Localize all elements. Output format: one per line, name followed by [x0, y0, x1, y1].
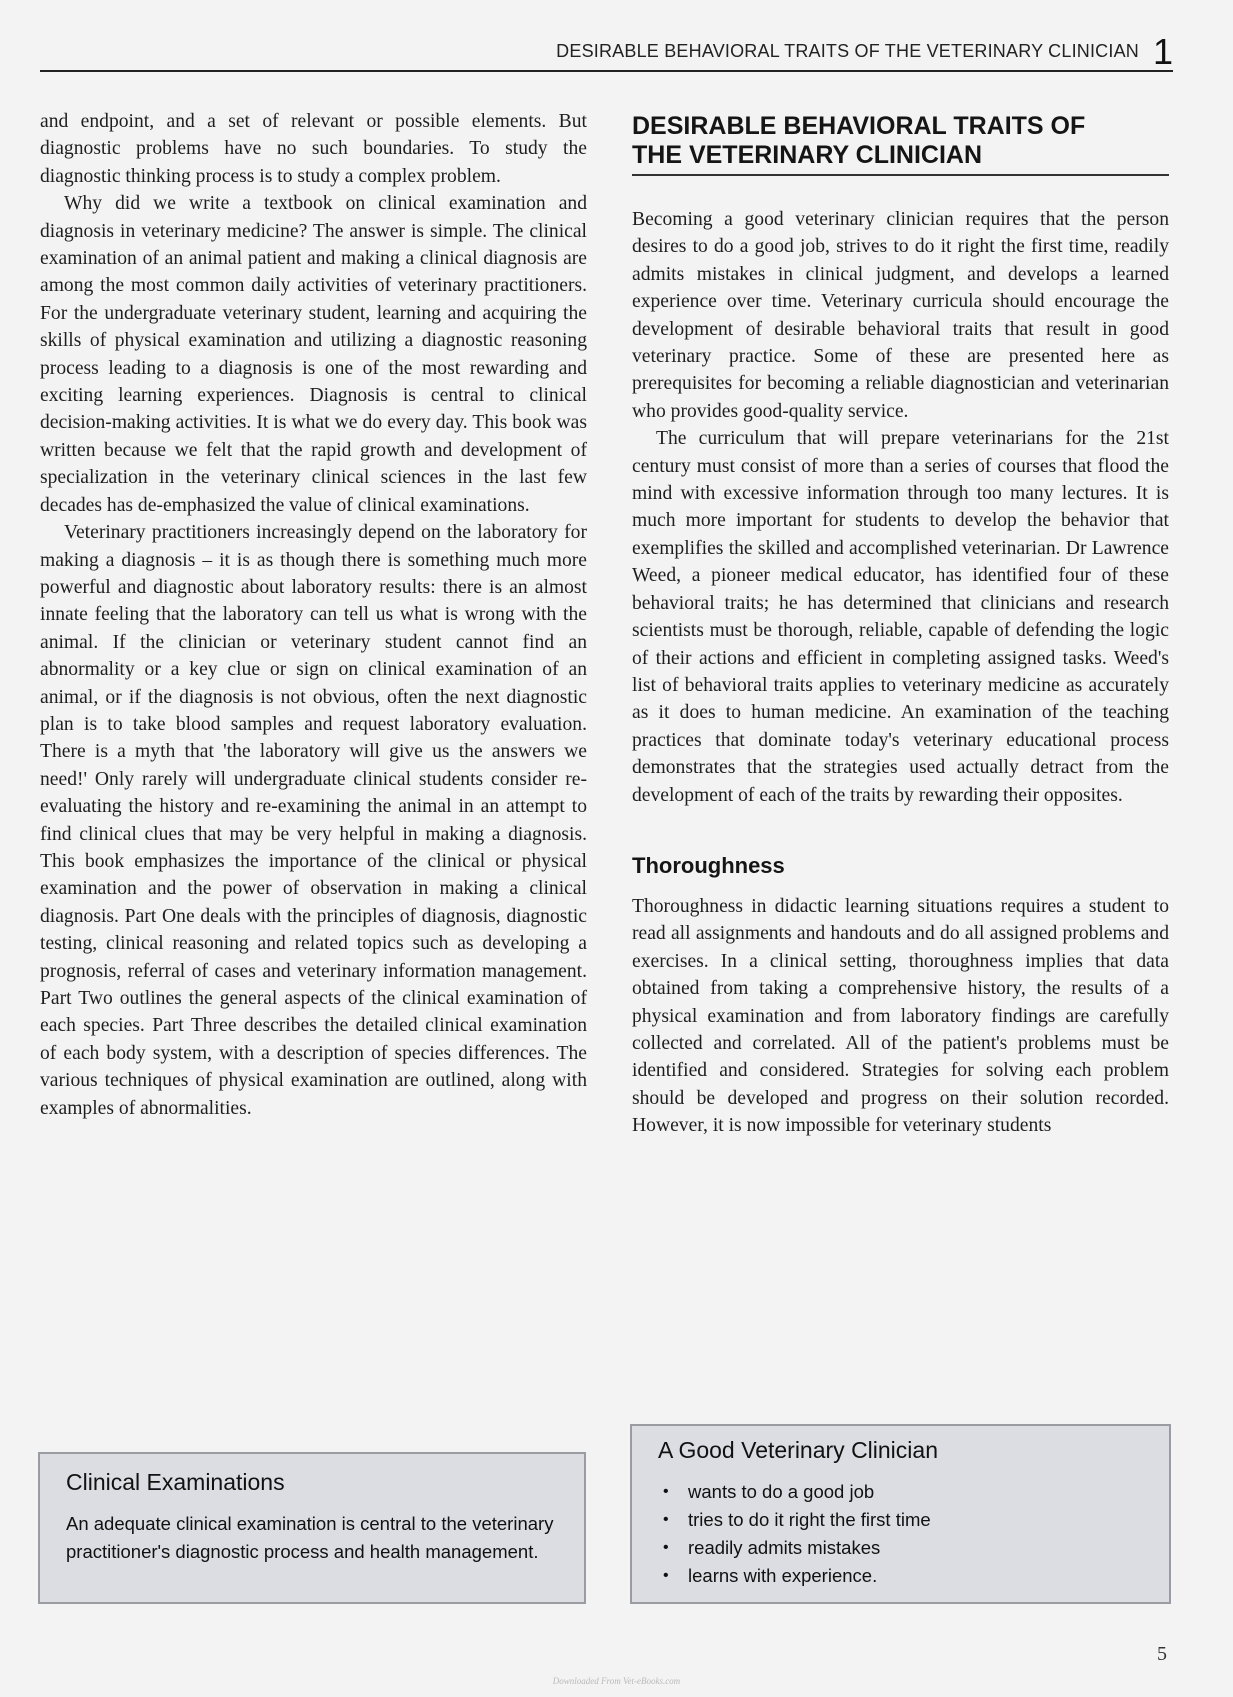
- right-text-column: [632, 108, 1169, 1140]
- left-text-column: [40, 108, 587, 1122]
- list-item-text: learns with experience.: [688, 1565, 878, 1586]
- list-item: [658, 1506, 1145, 1534]
- body-paragraph: Veterinary practitioners increasingly depend on the laboratory for making a diagnosis – it is as though there is something much more powerful and diagnostic about laboratory results: there is an almost innate feeling that the laboratory can tell us what is wrong with the animal. If the clinician or veterinary student cannot find an abnormality or a key clue or sign on clinical examination of an animal, or if the diagnosis is not obvious, often the next diagnostic plan is to take blood samples and request laboratory evaluation. There is a myth that 'the laboratory will give us the answers we need!' Only rarely will undergraduate clinical students consider re-evaluating the history and re-examining the animal in an attempt to find clinical clues that may be very helpful in making a diagnosis. This book emphasizes the importance of the clinical or physical examination and the power of observation in making a clinical diagnosis. Part One deals with the principles of diagnosis, diagnostic testing, clinical reasoning and related topics such as developing a prognosis, referral of cases and veterinary information management. Part Two outlines the general aspects of the clinical examination of each species. Part Three describes the detailed clinical examination of each body system, with a description of species differences. The various techniques of physical examination are outlined, along with examples of abnormalities.: [40, 522, 587, 1119]
- bullet-icon: •: [663, 1567, 669, 1584]
- list-item: [658, 1478, 1145, 1506]
- section-heading-line: DESIRABLE BEHAVIORAL TRAITS OF: [632, 112, 1086, 140]
- subsection-heading: Thoroughness: [632, 852, 785, 878]
- running-header: [40, 26, 1173, 72]
- body-paragraph: Thoroughness in didactic learning situations requires a student to read all assignments and handouts and do all assigned problems and exercises. In a clinical setting, thoroughness implies that data obtained from taking a comprehensive history, the results of a physical examination and from laboratory findings are carefully collected and correlated. All of the patient's problems must be identified and considered. Strategies for solving each problem should be developed and progress on their solution recorded. However, it is now impossible for veterinary students: [632, 895, 1169, 1137]
- body-paragraph: Why did we write a textbook on clinical examination and diagnosis in veterinary medicine? The answer is simple. The clinical examination of an animal patient and making a clinical diagnosis are among the most common daily activities of veterinary practitioners. For the undergraduate veterinary student, learning and acquiring the skills of physical examination and utilizing a diagnostic reasoning process leading to a diagnosis is one of the most rewarding and exciting learning experiences. Diagnosis is central to clinical decision-making activities. It is what we do every day. This book was written because we felt that the rapid growth and development of specialization in the veterinary clinical sciences in the last few decades has de-emphasized the value of clinical examinations.: [40, 193, 587, 516]
- box-title: A Good Veterinary Clinician: [658, 1437, 938, 1463]
- list-item-text: readily admits mistakes: [688, 1537, 881, 1558]
- list-item-text: tries to do it right the first time: [688, 1509, 931, 1530]
- heading-rule: [632, 174, 1169, 176]
- page-number: 5: [1157, 1643, 1167, 1665]
- list-item: [658, 1562, 1145, 1590]
- bullet-icon: •: [663, 1511, 669, 1528]
- section-heading-line: THE VETERINARY CLINICIAN: [632, 141, 983, 169]
- chapter-number: 1: [1152, 31, 1173, 72]
- running-header-title: DESIRABLE BEHAVIORAL TRAITS OF THE VETERINARY CLINICIAN: [556, 41, 1139, 61]
- list-item-text: wants to do a good job: [688, 1481, 875, 1502]
- traits-list: [658, 1478, 1145, 1590]
- body-paragraph: and endpoint, and a set of relevant or possible elements. But diagnostic problems have no such boundaries. To study the diagnostic thinking process is to study a complex problem.: [40, 111, 587, 187]
- good-clinician-box: [630, 1424, 1171, 1604]
- footer-source-note: Downloaded From Vet-eBooks.com: [552, 1676, 681, 1686]
- clinical-examinations-box: [38, 1452, 586, 1604]
- body-paragraph: Becoming a good veterinary clinician requires that the person desires to do a good job, strives to do it right the first time, readily admits mistakes in clinical judgment, and develops a learned experience over time. Veterinary curricula should encourage the development of desirable behavioral traits that result in good veterinary practice. Some of these are presented here as prerequisites for becoming a reliable diagnostician and veterinarian who provides good-quality service.: [632, 209, 1169, 422]
- box-text: An adequate clinical examination is central to the veterinary practitioner's diagnostic process and health management.: [66, 1513, 554, 1562]
- bullet-icon: •: [663, 1483, 669, 1500]
- box-title: Clinical Examinations: [66, 1469, 285, 1495]
- body-paragraph: The curriculum that will prepare veterinarians for the 21st century must consist of more than a series of courses that flood the mind with excessive information through too many lectures. It is much more important for students to develop the behavior that exemplifies the skilled and accomplished veterinarian. Dr Lawrence Weed, a pioneer medical educator, has identified four of these behavioral traits; he has determined that clinicians and research scientists must be thorough, reliable, capable of defending the logic of their actions and efficient in completing assigned tasks. Weed's list of behavioral traits applies to veterinary medicine as accurately as it does to human medicine. An examination of the teaching practices that dominate today's veterinary educational process demonstrates that the strategies used actually detract from the development of each of the traits by rewarding their opposites.: [632, 428, 1169, 806]
- section-heading: [632, 112, 1169, 174]
- bullet-icon: •: [663, 1539, 669, 1556]
- list-item: [658, 1534, 1145, 1562]
